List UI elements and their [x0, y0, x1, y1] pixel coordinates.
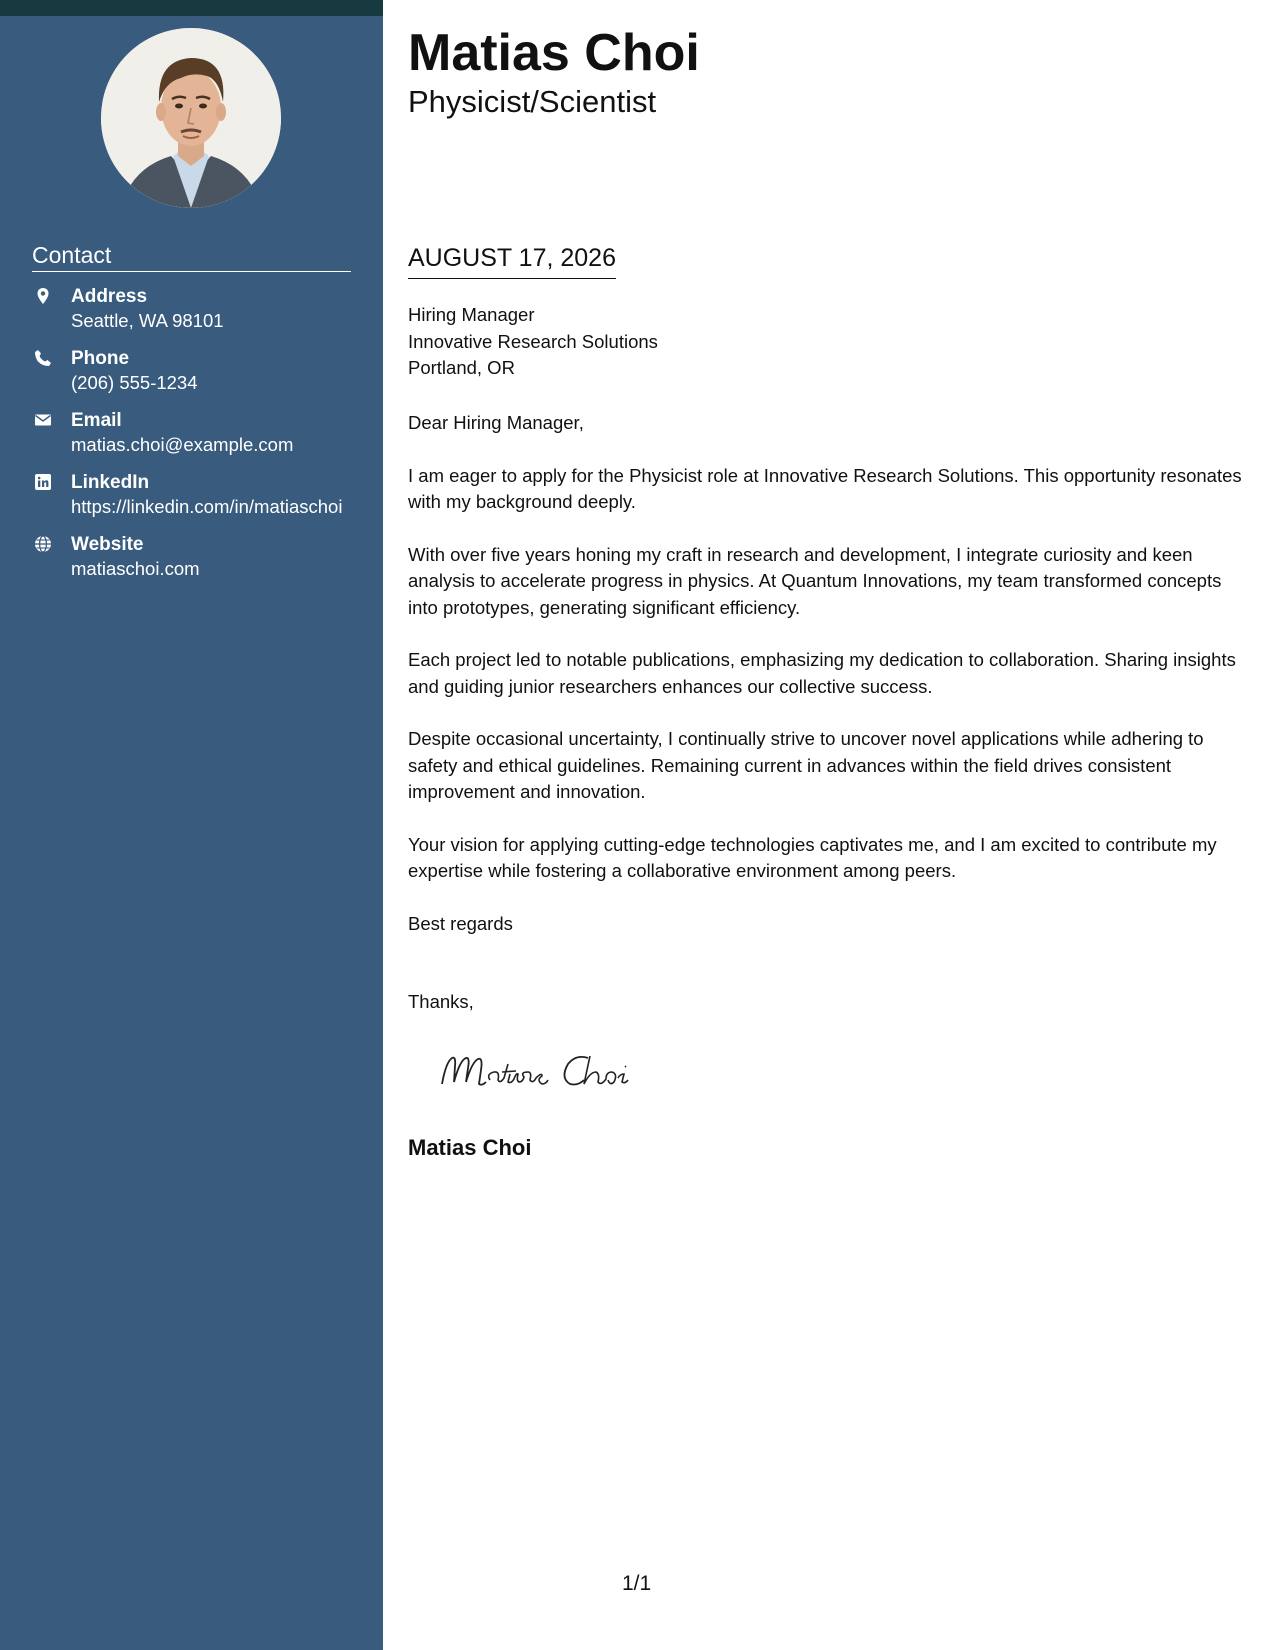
address-value: Seattle, WA 98101: [71, 310, 224, 331]
profile-photo: [101, 28, 281, 208]
letter-body: [408, 410, 1243, 1042]
phone-icon: [34, 349, 52, 367]
linkedin-icon: [34, 473, 52, 491]
contact-heading: Contact: [32, 240, 351, 272]
body-paragraph: Your vision for applying cutting-edge technologies captivates me, and I am excited to contribute my expertise while fostering a collaborative environment among peers.: [408, 833, 1217, 881]
page-number: 1/1: [622, 1572, 652, 1595]
handwritten-signature: [438, 1044, 668, 1094]
contact-item-website: [32, 532, 362, 581]
body-paragraph: I am eager to apply for the Physicist role at Innovative Research Solutions. This opportunity resonates with my background deeply.: [408, 464, 1242, 512]
applicant-name: Matias Choi: [408, 24, 700, 82]
contact-label: LinkedIn: [71, 472, 150, 493]
contact-label: Address: [71, 286, 148, 307]
contact-item-phone: [32, 346, 362, 395]
body-paragraph: With over five years honing my craft in research and development, I integrate curiosity and keen analysis to accelerate progress in physics. At Quantum Innovations, my team transformed concepts into prototypes, generating significant efficiency.: [408, 543, 1222, 618]
contact-label: Website: [71, 534, 144, 555]
location-pin-icon: [34, 287, 52, 305]
body-paragraph: Despite occasional uncertainty, I continually strive to uncover novel applications while adhering to safety and ethical guidelines. Remaining current in advances within the field drives consistent improvement and innovation.: [408, 728, 1204, 802]
contact-list: [32, 284, 362, 594]
linkedin-link[interactable]: https://linkedin.com/in/matiaschoi: [71, 496, 343, 517]
closing: Best regards: [408, 912, 513, 934]
contact-label: Email: [71, 410, 122, 431]
recipient-name: Hiring Manager: [408, 304, 535, 325]
email-link[interactable]: matias.choi@example.com: [71, 434, 294, 455]
website-link[interactable]: matiaschoi.com: [71, 558, 200, 579]
applicant-title: Physicist/Scientist: [408, 84, 657, 119]
signed-name: Matias Choi: [408, 1135, 532, 1160]
contact-item-email: [32, 408, 362, 457]
contact-item-address: [32, 284, 362, 333]
recipient-block: [408, 302, 658, 382]
contact-label: Phone: [71, 348, 130, 369]
envelope-icon: [34, 411, 52, 429]
sidebar: [0, 0, 383, 1650]
thanks-line: Thanks,: [408, 991, 474, 1012]
sidebar-top-bar: [0, 0, 383, 16]
phone-value[interactable]: (206) 555-1234: [71, 372, 198, 393]
contact-item-linkedin: [32, 470, 362, 519]
recipient-location: Portland, OR: [408, 357, 515, 378]
letter-date: AUGUST 17, 2026: [408, 242, 616, 279]
body-paragraph: Each project led to notable publications, emphasizing my dedication to collaboration. Sharing insights and guiding junior researchers enhances our collective success.: [408, 649, 1236, 697]
recipient-company: Innovative Research Solutions: [408, 330, 658, 352]
salutation: Dear Hiring Manager,: [408, 412, 584, 433]
globe-icon: [34, 535, 52, 553]
